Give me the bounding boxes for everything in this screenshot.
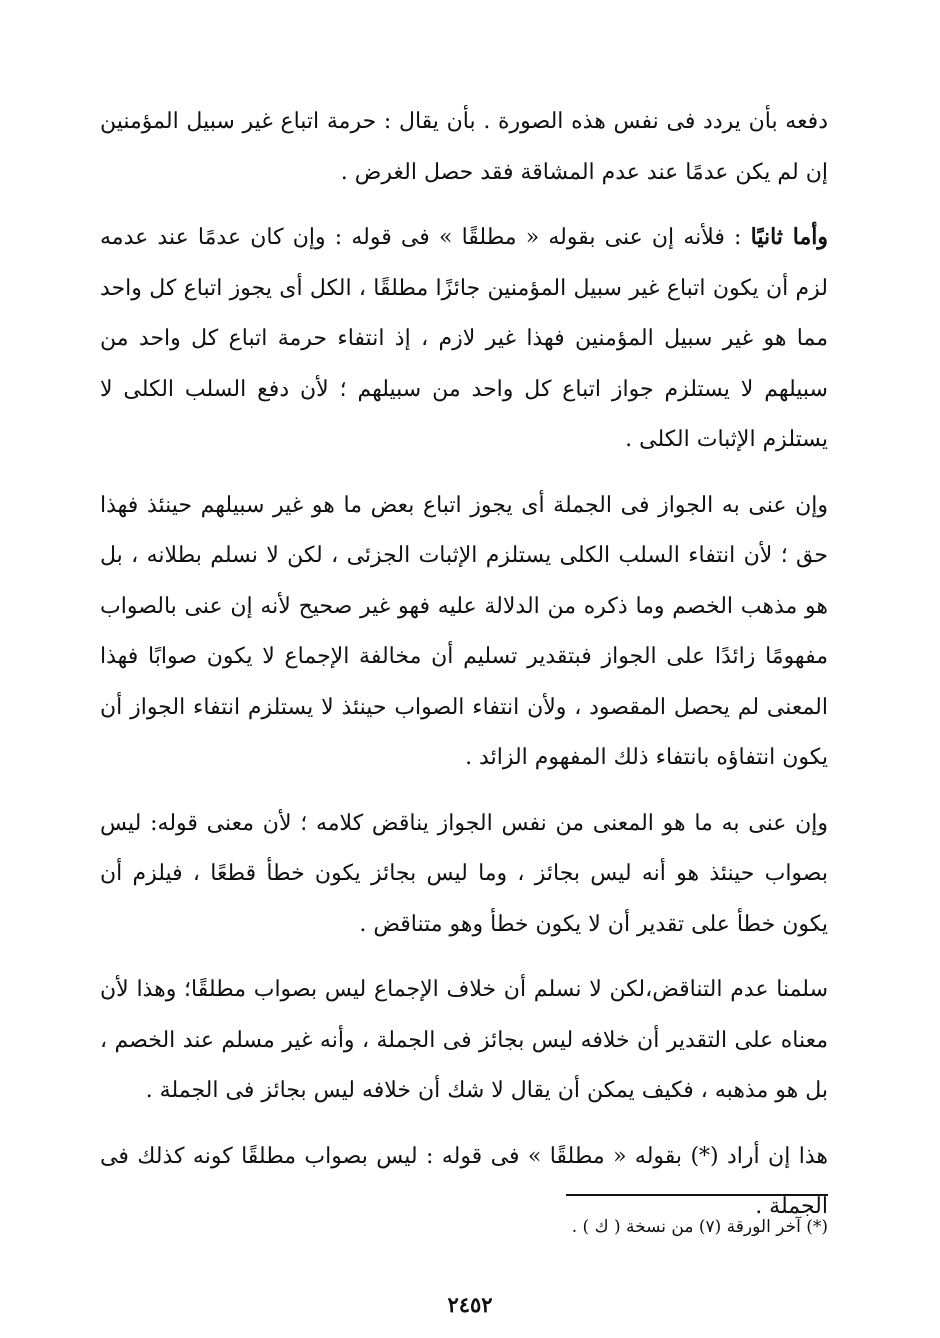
paragraph-text: سلمنا عدم التناقض،لكن لا نسلم أن خلاف الإجماع ليس بصواب مطلقًا؛ وهذا لأن معناه على التقدير أن خلافه ليس بجائز فى الجملة ، وأنه غير مسلم عند الخصم ، بل هو مذهبه ، فكيف يمكن أن يقال لا شك أن خلافه ليس بجائز فى الجملة . — [100, 977, 828, 1103]
page-number: ٢٤٥٢ — [447, 1292, 493, 1317]
paragraph-2 — [100, 212, 828, 466]
paragraph-1 — [100, 96, 828, 198]
body-text — [100, 96, 828, 1247]
paragraph-lead: وأما ثانيًا — [750, 224, 828, 250]
paragraph-text: هذا إن أراد (*) بقوله « مطلقًا » فى قوله : ليس بصواب مطلقًا كونه كذلك فى الجملة . — [100, 1143, 828, 1219]
paragraph-text: : فلأنه إن عنى بقوله « مطلقًا » فى قوله : وإن كان عدمًا عند عدمه لزم أن يكون اتباع غير سبيل المؤمنين جائزًا مطلقًا ، الكل أى يجوز اتباع كل واحد مما هو غير سبيل المؤمنين فهذا غير لازم ، إذ انتفاء حرمة اتباع كل واحد من سبيلهم لا يستلزم جواز اتباع كل واحد من سبيلهم ؛ لأن دفع السلب الكلى لا يستلزم الإثبات الكلى . — [100, 225, 828, 452]
paragraph-text: وإن عنى به الجواز فى الجملة أى يجوز اتباع بعض ما هو غير سبيلهم حينئذ فهذا حق ؛ لأن انتفاء السلب الكلى يستلزم الإثبات الجزئى ، لكن لا نسلم بطلانه ، بل هو مذهب الخصم وما ذكره من الدلالة عليه فهو غير صحيح لأنه إن عنى بالصواب مفهومًا زائدًا على الجواز فبتقدير تسليم أن مخالفة الإجماع لا يكون صوابًا فهذا المعنى لم يحصل المقصود ، ولأن انتفاء الصواب حينئذ لا يستلزم انتفاء الجواز أن يكون انتفاؤه بانتفاء ذلك المفهوم الزائد . — [100, 492, 828, 770]
footnote-divider — [566, 1194, 828, 1196]
paragraph-text: دفعه بأن يردد فى نفس هذه الصورة . بأن يقال : حرمة اتباع غير سبيل المؤمنين إن لم يكن عدمًا عند عدم المشاقة فقد حصل الغرض . — [100, 109, 828, 185]
paragraph-3 — [100, 480, 828, 784]
paragraph-4 — [100, 798, 828, 951]
paragraph-5 — [100, 964, 828, 1117]
paragraph-text: وإن عنى به ما هو المعنى من نفس الجواز يناقض كلامه ؛ لأن معنى قوله: ليس بصواب حينئذ هو أنه ليس بجائز ، وما ليس بجائز يكون خطأ قطعًا ، فيلزم أن يكون خطأ على تقدير أن لا يكون خطأ وهو متناقض . — [100, 810, 828, 937]
footnote: (*) آخر الورقة (٧) من نسخة ( ك ) . — [571, 1217, 828, 1237]
